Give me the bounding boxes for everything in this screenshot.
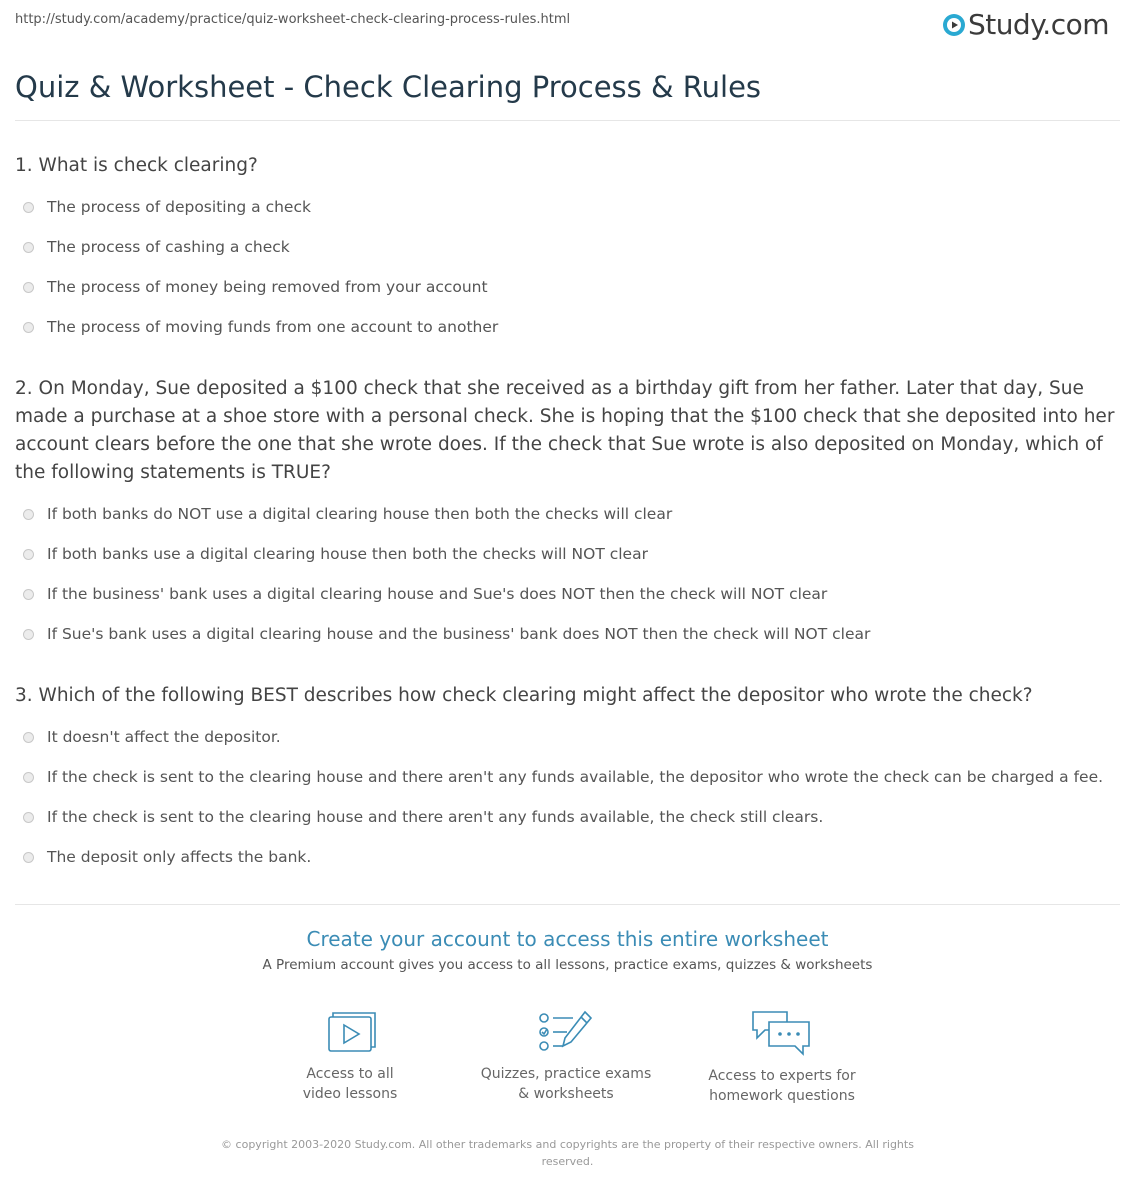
radio-button[interactable] xyxy=(23,242,34,253)
title-divider xyxy=(15,120,1120,121)
radio-button[interactable] xyxy=(23,812,34,823)
radio-button[interactable] xyxy=(23,549,34,560)
feature-quizzes xyxy=(466,1008,666,1104)
feature-video-lessons xyxy=(250,1008,450,1104)
video-lesson-icon xyxy=(323,1008,377,1056)
feature-label: Quizzes, practice exams & worksheets xyxy=(480,1066,652,1102)
question-1-text: 1. What is check clearing? xyxy=(15,155,258,176)
answer-option[interactable] xyxy=(15,307,1120,347)
cta-subtitle: A Premium account gives you access to all lessons, practice exams, quizzes & worksheets xyxy=(262,957,873,973)
radio-button[interactable] xyxy=(23,322,34,333)
answer-option[interactable] xyxy=(15,757,1120,797)
question-3-text: 3. Which of the following BEST describes how check clearing might affect the depositor who wrote the check? xyxy=(15,685,1033,706)
question-3-options xyxy=(15,717,1120,877)
question-2-options xyxy=(15,494,1120,654)
answer-option[interactable] xyxy=(15,267,1120,307)
chat-bubbles-icon xyxy=(749,1008,815,1058)
answer-label: The process of depositing a check xyxy=(47,198,311,216)
answer-label: The process of moving funds from one account to another xyxy=(47,318,499,336)
study-logo[interactable] xyxy=(942,8,1109,41)
copyright-notice: © copyright 2003-2020 Study.com. All other trademarks and copyrights are the property of their respective owners. All rights reserved. xyxy=(221,1138,914,1168)
feature-label: Access to all video lessons xyxy=(302,1066,398,1102)
answer-option[interactable] xyxy=(15,574,1120,614)
radio-button[interactable] xyxy=(23,629,34,640)
section-divider xyxy=(15,904,1120,905)
logo-text: Study.com xyxy=(967,8,1109,41)
answer-label: If the check is sent to the clearing house and there aren't any funds available, the depositor who wrote the check can be charged a fee. xyxy=(47,768,1104,786)
quiz-checklist-icon xyxy=(537,1008,595,1056)
answer-label: If the check is sent to the clearing house and there aren't any funds available, the check still clears. xyxy=(47,808,824,826)
radio-button[interactable] xyxy=(23,589,34,600)
answer-label: If both banks do NOT use a digital clearing house then both the checks will clear xyxy=(47,505,673,523)
page-url: http://study.com/academy/practice/quiz-worksheet-check-clearing-process-rules.html xyxy=(15,12,571,27)
answer-option[interactable] xyxy=(15,187,1120,227)
radio-button[interactable] xyxy=(23,282,34,293)
answer-option[interactable] xyxy=(15,837,1120,877)
radio-button[interactable] xyxy=(23,772,34,783)
answer-label: If Sue's bank uses a digital clearing house and the business' bank does NOT then the check will NOT clear xyxy=(47,625,871,643)
radio-button[interactable] xyxy=(23,732,34,743)
radio-button[interactable] xyxy=(23,852,34,863)
answer-option[interactable] xyxy=(15,797,1120,837)
question-1-options xyxy=(15,187,1120,347)
answer-option[interactable] xyxy=(15,717,1120,757)
radio-button[interactable] xyxy=(23,509,34,520)
answer-label: The deposit only affects the bank. xyxy=(47,848,312,866)
answer-label: The process of money being removed from your account xyxy=(47,278,488,296)
answer-option[interactable] xyxy=(15,494,1120,534)
question-2-text: 2. On Monday, Sue deposited a $100 check that she received as a birthday gift from her father. Later that day, Sue made a purchase at a shoe store with a personal check. She is hoping that the $100 check that she deposited into her account clears before the one that she wrote does. If the check that Sue wrote is also deposited on Monday, which of the following statements is TRUE? xyxy=(15,378,1115,483)
play-circle-icon xyxy=(942,13,966,37)
radio-button[interactable] xyxy=(23,202,34,213)
top-bar xyxy=(0,0,1135,50)
answer-option[interactable] xyxy=(15,227,1120,267)
answer-option[interactable] xyxy=(15,534,1120,574)
answer-label: It doesn't affect the depositor. xyxy=(47,728,281,746)
feature-experts xyxy=(682,1008,882,1106)
answer-option[interactable] xyxy=(15,614,1120,654)
answer-label: The process of cashing a check xyxy=(47,238,290,256)
cta-title[interactable]: Create your account to access this entire worksheet xyxy=(306,927,829,951)
page-title: Quiz & Worksheet - Check Clearing Process & Rules xyxy=(15,70,762,104)
feature-label: Access to experts for homework questions xyxy=(708,1068,856,1104)
answer-label: If both banks use a digital clearing house then both the checks will NOT clear xyxy=(47,545,648,563)
answer-label: If the business' bank uses a digital clearing house and Sue's does NOT then the check will NOT clear xyxy=(47,585,828,603)
